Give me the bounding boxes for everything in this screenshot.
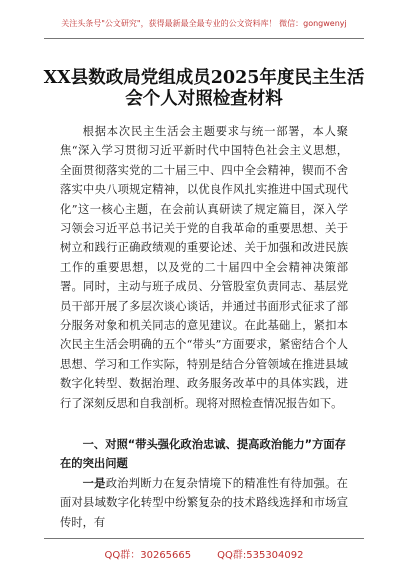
- footer: [0, 546, 408, 561]
- point-text: 政治判断力在复杂情境下的精准性有待加强。在面对县域数字化转型中纷繁复杂的技术路线选择和市场宣传时，有: [60, 477, 348, 529]
- header-divider: [44, 38, 364, 39]
- header-note: 关注头条号"公文研究"，获得最新最全最专业的公文资料库！ 微信：gongwenyj: [61, 19, 347, 28]
- title-line-1: XX县数政局党组成员2025年度民主生活: [43, 68, 365, 88]
- footer-qq-1: QQ群：30265665: [104, 550, 192, 561]
- point-lead: 一是: [82, 476, 106, 490]
- footer-divider: [44, 538, 364, 539]
- footer-qq-2: QQ群:535304092: [217, 550, 304, 561]
- section-heading: 一、对照“带头强化政治忠诚、提高政治能力”方面存在的突出问题: [60, 438, 346, 471]
- document-title: [40, 68, 368, 110]
- title-line-2: 会个人对照检查材料: [125, 89, 283, 109]
- intro-paragraph: 根据本次民主生活会主题要求与统一部署，本人聚焦“深入学习贯彻习近平新时代中国特色社会主义思想，全面贯彻落实党的二十届三中、四中全会精神，锲而不舍落实中央八项规定精神，以优良作风扎实推进中国式现代化”这一核心主题，在会前认真研读了规定篇目，深入学习领会习近平总书记关于党的自我革命的重要思想、关于树立和践行正确政绩观的重要论述、关于加强和改进民族工作的重要思想，以及党的二十届四中全会精神决策部署。同时，主动与班子成员、分管股室负责同志、基层党员干部开展了多层次谈心谈话，并通过书面形式征求了部分服务对象和机关同志的意见建议。在此基础上，紧扣本次民主生活会明确的五个“带头”方面要求，紧密结合个人思想、学习和工作实际，特别是结合分管领域在推进县域数字化转型、数据治理、政务服务改革中的具体实践，进行了深刻反思和自我剖析。现将对照检查情况报告如下。: [60, 125, 348, 410]
- point-paragraph: [60, 474, 348, 532]
